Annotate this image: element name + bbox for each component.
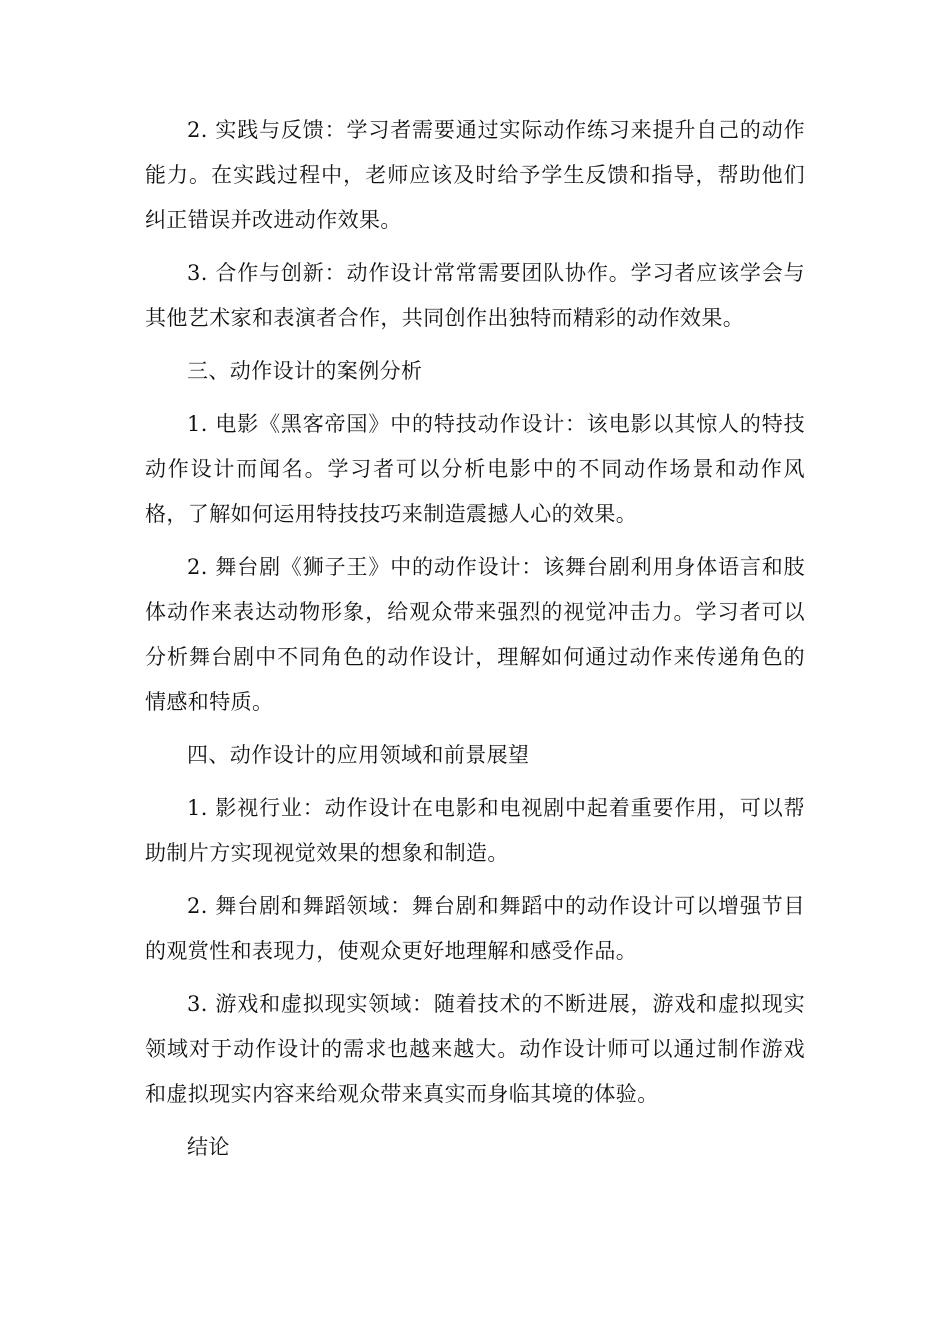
paragraph-cooperation-innovation: 3. 合作与创新：动作设计常常需要团队协作。学习者应该学会与其他艺术家和表演者合作，共同创作出独特而精彩的动作效果。 [145,261,805,330]
paragraph-case-lion-king: 2. 舞台剧《狮子王》中的动作设计：该舞台剧利用身体语言和肢体动作来表达动物形象，给观众带来强烈的视觉冲击力。学习者可以分析舞台剧中不同角色的动作设计，理解如何通过动作来传递角色的情感和特质。 [145,555,805,714]
paragraph-games-vr: 3. 游戏和虚拟现实领域：随着技术的不断进展，游戏和虚拟现实领域对于动作设计的需求也越来越大。动作设计师可以通过制作游戏和虚拟现实内容来给观众带来真实而身临其境的体验。 [145,992,805,1106]
paragraph-case-matrix: 1. 电影《黑客帝国》中的特技动作设计：该电影以其惊人的特技动作设计而闻名。学习者可以分析电影中的不同动作场景和动作风格，了解如何运用特技技巧来制造震撼人心的效果。 [145,412,805,526]
paragraph-practice-feedback: 2. 实践与反馈：学习者需要通过实际动作练习来提升自己的动作能力。在实践过程中，老师应该及时给予学生反馈和指导，帮助他们纠正错误并改进动作效果。 [145,118,805,232]
paragraph-film-industry: 1. 影视行业：动作设计在电影和电视剧中起着重要作用，可以帮助制片方实现视觉效果的想象和制造。 [145,796,805,865]
document-body [145,108,805,1178]
paragraph-stage-dance: 2. 舞台剧和舞蹈领域：舞台剧和舞蹈中的动作设计可以增强节目的观赏性和表现力，使观众更好地理解和感受作品。 [145,894,805,963]
section-heading-applications: 四、动作设计的应用领域和前景展望 [187,743,530,767]
section-heading-conclusion: 结论 [187,1135,230,1159]
section-heading-case-analysis: 三、动作设计的案例分析 [187,359,423,383]
